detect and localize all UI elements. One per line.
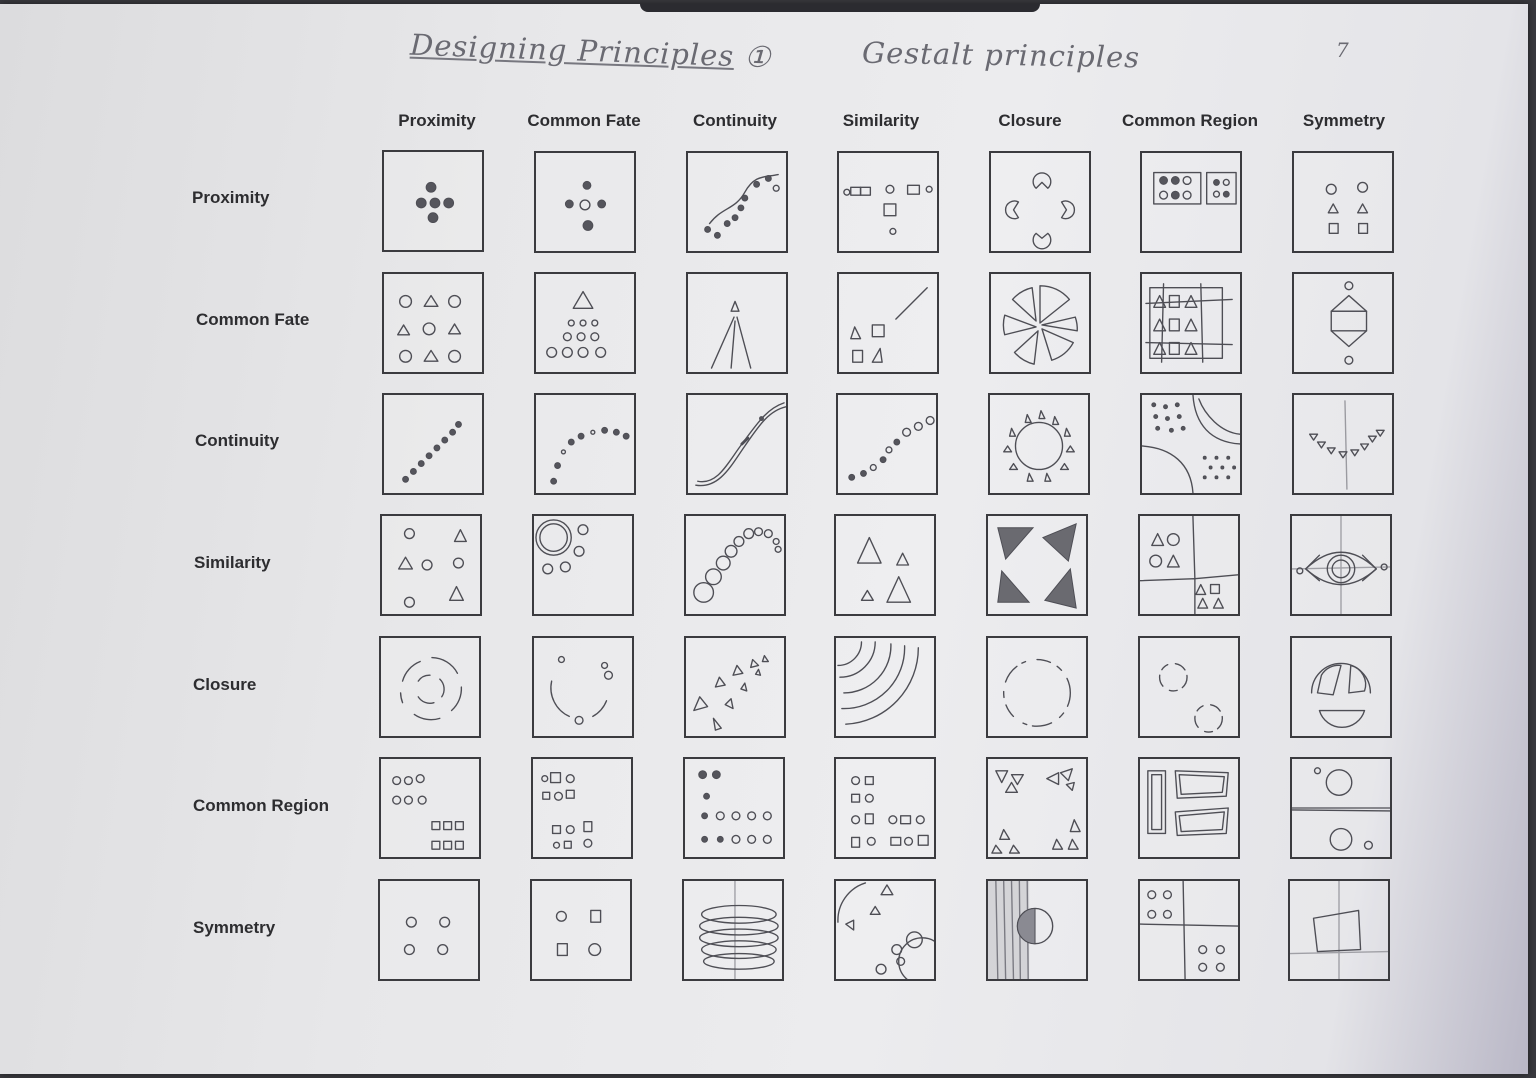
handwritten-title-text: Designing Principles: [409, 27, 735, 73]
sketch-common-region-closure: [986, 757, 1088, 859]
sketch-symmetry-similarity: [834, 879, 936, 981]
sketch-closure-similarity: [834, 636, 936, 738]
sketch-continuity-closure: [988, 393, 1090, 495]
handwritten-title-number: ①: [743, 39, 772, 75]
sketch-proximity-similarity: [837, 151, 939, 253]
sketch-closure-proximity: [379, 636, 481, 738]
sketch-closure-continuity: [684, 636, 786, 738]
sketch-closure-common-region: [1138, 636, 1240, 738]
sketch-symmetry-common-region: [1138, 879, 1240, 981]
sketch-closure-symmetry: [1290, 636, 1392, 738]
sketch-continuity-symmetry: [1292, 393, 1394, 495]
column-header-symmetry: Symmetry: [1302, 111, 1386, 130]
sketch-symmetry-continuity: [682, 879, 784, 981]
row-header-continuity: Continuity: [195, 431, 280, 450]
clip-tab: [640, 4, 1040, 12]
column-header-common-region: Common Region: [1122, 111, 1258, 130]
sketch-common-region-common-fate: [531, 757, 633, 859]
sketch-proximity-proximity: [382, 150, 484, 252]
sketch-common-fate-common-fate: [534, 272, 636, 374]
sketch-symmetry-proximity: [378, 879, 480, 981]
sketch-common-fate-closure: [989, 272, 1091, 374]
sketch-proximity-symmetry: [1292, 151, 1394, 253]
sketch-closure-closure: [986, 636, 1088, 738]
page-number: 7: [1336, 38, 1350, 62]
sketch-common-fate-continuity: [686, 272, 788, 374]
row-header-common-region: Common Region: [193, 796, 329, 815]
sketch-proximity-closure: [989, 151, 1091, 253]
column-header-closure: Closure: [998, 111, 1062, 130]
column-header-continuity: Continuity: [692, 111, 778, 130]
sketch-common-fate-symmetry: [1292, 272, 1394, 374]
paper-sheet: [0, 4, 1528, 1074]
sketch-closure-common-fate: [532, 636, 634, 738]
sketch-continuity-proximity: [382, 393, 484, 495]
sketch-symmetry-symmetry: [1288, 879, 1390, 981]
row-header-proximity: Proximity: [192, 188, 270, 207]
handwritten-title: [410, 28, 772, 75]
sketch-common-region-symmetry: [1290, 757, 1392, 859]
sketch-common-region-proximity: [379, 757, 481, 859]
sketch-common-fate-common-region: [1140, 272, 1242, 374]
sketch-continuity-similarity: [836, 393, 938, 495]
sketch-similarity-similarity: [834, 514, 936, 616]
row-header-symmetry: Symmetry: [193, 918, 276, 937]
sketch-common-fate-proximity: [382, 272, 484, 374]
column-header-common-fate: Common Fate: [527, 111, 641, 130]
sketch-proximity-continuity: [686, 151, 788, 253]
sketch-symmetry-closure: [986, 879, 1088, 981]
sketch-similarity-continuity: [684, 514, 786, 616]
sketch-common-region-continuity: [683, 757, 785, 859]
sketch-continuity-continuity: [686, 393, 788, 495]
sketch-continuity-common-region: [1140, 393, 1242, 495]
column-header-proximity: Proximity: [398, 111, 476, 130]
sketch-similarity-common-fate: [532, 514, 634, 616]
row-header-similarity: Similarity: [194, 553, 271, 572]
row-header-closure: Closure: [193, 675, 257, 694]
sketch-proximity-common-region: [1140, 151, 1242, 253]
sketch-similarity-proximity: [380, 514, 482, 616]
row-header-common-fate: Common Fate: [196, 310, 310, 329]
sketch-common-region-common-region: [1138, 757, 1240, 859]
sketch-common-region-similarity: [834, 757, 936, 859]
sketch-similarity-symmetry: [1290, 514, 1392, 616]
sketch-similarity-closure: [986, 514, 1088, 616]
sketch-common-fate-similarity: [837, 272, 939, 374]
sketch-continuity-common-fate: [534, 393, 636, 495]
sketch-symmetry-common-fate: [530, 879, 632, 981]
sketch-proximity-common-fate: [534, 151, 636, 253]
sketch-similarity-common-region: [1138, 514, 1240, 616]
handwritten-subtitle: Gestalt principles: [861, 35, 1141, 75]
column-header-similarity: Similarity: [842, 111, 920, 130]
